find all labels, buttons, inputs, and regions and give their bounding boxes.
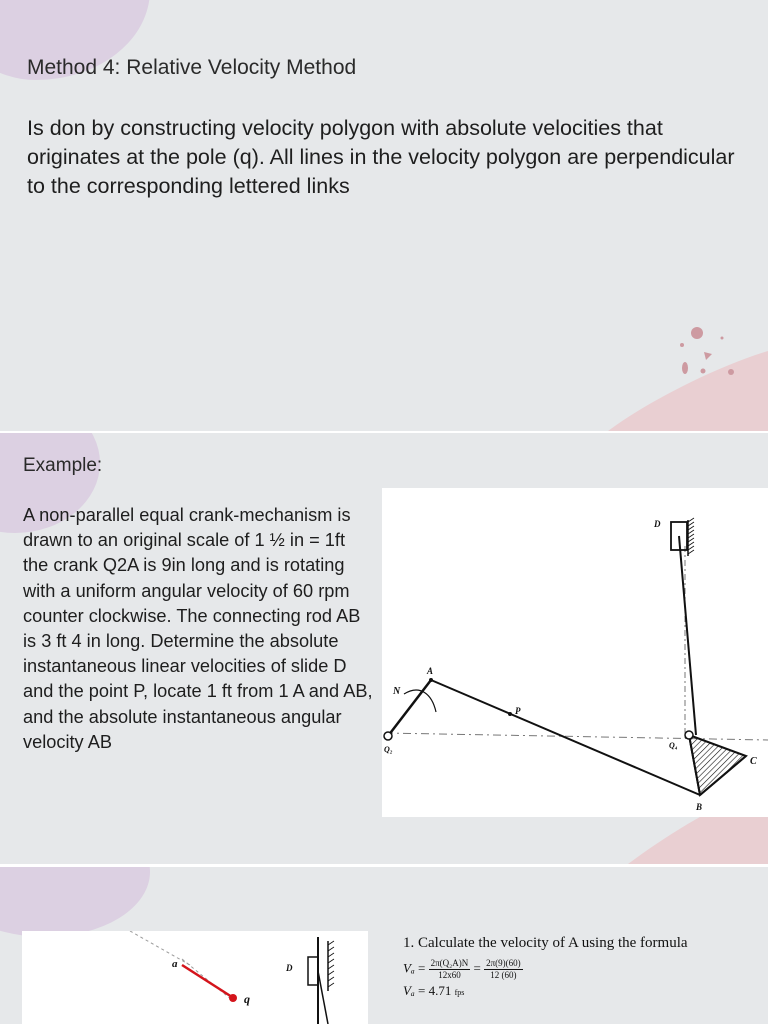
frac1-denominator: 12x60 <box>438 970 461 980</box>
va-unit: fps <box>454 988 465 997</box>
slide-body-text: Is don by constructing velocity polygon with absolute velocities that originates at the pole (q). All lines in the velocity polygon are perpendicular to the corresponding lettered links <box>27 116 735 198</box>
slide-title: Method 4: Relative Velocity Method <box>27 56 357 79</box>
vlabel-q: q <box>244 992 250 1006</box>
label-n: N <box>393 686 401 697</box>
step-1-text: 1. Calculate the velocity of A using the formula <box>403 935 688 951</box>
velocity-formula <box>403 958 688 981</box>
frac1-numerator: 2π(Q₂A)N <box>430 958 469 968</box>
velocity-polygon-diagram <box>22 931 368 1024</box>
equals-sign-1: = <box>418 960 426 976</box>
label-q2: Q₂ <box>384 745 393 754</box>
label-q4: Q₄ <box>669 741 678 750</box>
frac2-numerator: 2π(9)(60) <box>486 958 521 968</box>
va-value: = 4.71 <box>418 983 452 998</box>
frac2-denominator: 12 (60) <box>490 970 517 980</box>
vlabel-a: a <box>172 958 178 970</box>
decor-blob-lilac <box>0 867 150 937</box>
label-p: P <box>515 706 521 716</box>
label-a: A <box>427 666 434 676</box>
slide-2 <box>0 433 768 864</box>
fraction-general <box>429 958 471 981</box>
slide-3 <box>0 867 768 1024</box>
label-b: B <box>696 802 703 812</box>
fraction-substituted <box>484 958 523 981</box>
equals-sign-2: = <box>473 960 481 976</box>
decor-dots <box>676 322 736 382</box>
calculation-steps <box>403 935 688 999</box>
va-symbol: Vₐ <box>403 960 415 976</box>
slide-1 <box>0 0 768 431</box>
decor-pink-corner <box>568 311 768 431</box>
example-problem-text: A non-parallel equal crank-mechanism is drawn to an original scale of 1 ½ in = 1ft the crank Q2A is 9in long and is rotating with a uniform angular velocity of 60 rpm counter clockwise. The connecting rod AB is 3 ft 4 in long. Determine the absolute instantaneous linear velocities of slide D and the point P, locate 1 ft from 1 A and AB, and the absolute instantaneous angular velocity AB <box>23 505 373 752</box>
label-c: C <box>750 756 757 767</box>
mechanism-diagram <box>382 488 768 817</box>
vlabel-d: D <box>286 963 293 973</box>
label-d: D <box>654 519 661 529</box>
example-heading: Example: <box>23 455 103 476</box>
va-symbol-result: Vₐ <box>403 983 415 998</box>
velocity-result <box>403 983 688 999</box>
